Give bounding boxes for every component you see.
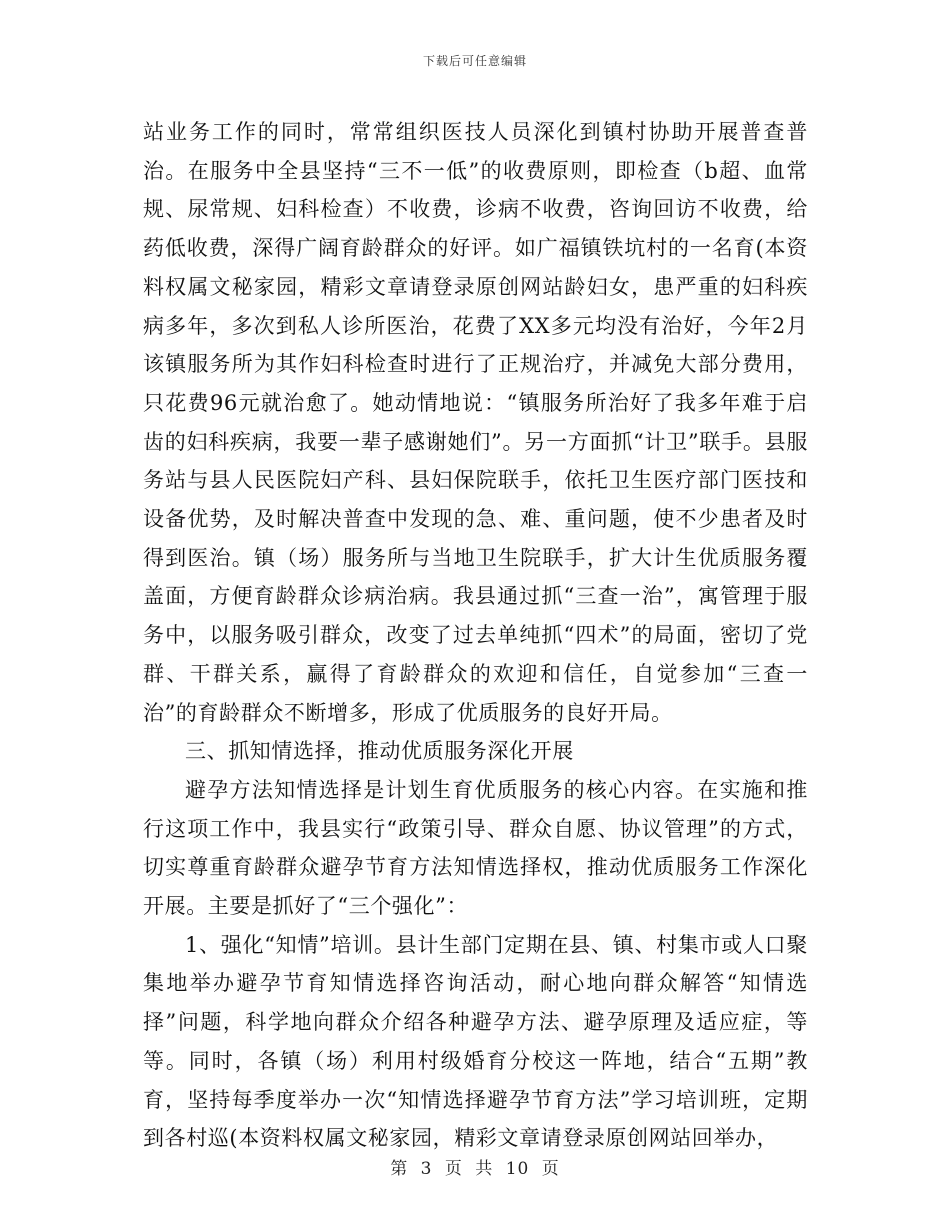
paragraph-2: 避孕方法知情选择是计划生育优质服务的核心内容。在实施和推行这项工作中，我县实行“政策引导、群众自愿、协议管理”的方式，切实尊重育龄群众避孕节育方法知情选择权，推动优质服务工作深化开展。主要是抓好了“三个强化”： <box>143 777 808 919</box>
section-heading-3: 三、抓知情选择，推动优质服务深化开展 <box>185 739 574 764</box>
page-header: 下载后可任意编辑 <box>422 54 527 68</box>
paragraph-3: 1、强化“知情”培训。县计生部门定期在县、镇、村集市或人口聚集地举办避孕节育知情选择咨询活动，耐心地向群众解答“知情选择”问题，科学地向群众介绍各种避孕方法、避孕原理及适应症，等等。同时，各镇（场）利用村级婚育分校这一阵地，结合“五期”教育，坚持每季度举办一次“知情选择避孕节育方法”学习培训班，定期到各村巡(本资料权属文秘家园，精彩文章请登录原创网站回举办， <box>143 932 808 1151</box>
page-number-footer: 第 3 页 共 10 页 <box>390 1159 560 1179</box>
document-body <box>143 113 808 1158</box>
paragraph-1: 站业务工作的同时，常常组织医技人员深化到镇村协助开展普查普治。在服务中全县坚持“三不一低”的收费原则，即检查（b超、血常规、尿常规、妇科检查）不收费，诊病不收费，咨询回访不收费，给药低收费，深得广阔育龄群众的好评。如广福镇铁坑村的一名育(本资料权属文秘家园，精彩文章请登录原创网站龄妇女，患严重的妇科疾病多年，多次到私人诊所医治，花费了XX多元均没有治好，今年2月该镇服务所为其作妇科检查时进行了正规治疗，并减免大部分费用，只花费96元就治愈了。她动情地说：“镇服务所治好了我多年难于启齿的妇科疾病，我要一辈子感谢她们”。另一方面抓“计卫”联手。县服务站与县人民医院妇产科、县妇保院联手，依托卫生医疗部门医技和设备优势，及时解决普查中发现的急、难、重问题，使不少患者及时得到医治。镇（场）服务所与当地卫生院联手，扩大计生优质服务覆盖面，方便育龄群众诊病治病。我县通过抓“三查一治”，寓管理于服务中，以服务吸引群众，改变了过去单纯抓“四术”的局面，密切了党群、干群关系，赢得了育龄群众的欢迎和信任，自觉参加“三查一治”的育龄群众不断增多，形成了优质服务的良好开局。 <box>143 120 808 725</box>
